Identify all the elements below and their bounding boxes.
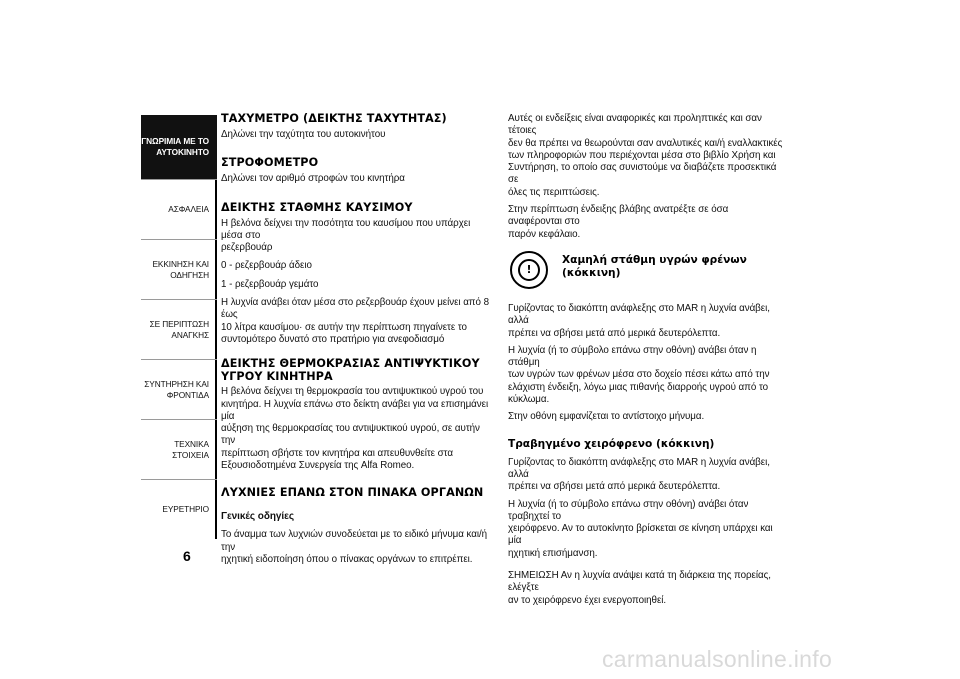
tachometer-heading: ΣΤΡΟΦΟΜΕΤΡΟ [221,156,319,170]
brake-warning-icon-inner-ring [518,259,540,281]
text-line: όλες τις περιπτώσεις. [508,186,600,198]
page-number: 6 [183,548,191,564]
brake-warning-icon [510,251,548,289]
text-line: Η βελόνα δείχνει την ποσότητα του καυσίμου που υπάρχει μέσα στο [221,217,471,241]
coolant-heading [221,357,493,383]
text-line: Η βελόνα δείχνει τη θερμοκρασία του αντιψυκτικού υγρού του [221,386,484,398]
text-line: κύκλωμα. [508,394,550,406]
text-line: πρέπει να σβήσει μετά από μερικά δευτερόλεπτα. [508,481,721,493]
tab-label-line2: ΦΡΟΝΤΙΔΑ [166,389,209,400]
text-line: πρέπει να σβήσει μετά από μερικά δευτερόλεπτα. [508,327,721,339]
brake-fluid-heading [562,254,747,280]
chapter-sidebar [141,115,217,539]
handbrake-paragraph-2 [508,499,784,560]
text-line: Αυτές οι ενδείξεις είναι αναφορικές και προληπτικές και σαν τέτοιες [508,113,762,137]
fuel-full-text: 1 - ρεζερβουάρ γεμάτο [221,278,319,290]
text-line: Στην περίπτωση ένδειξης βλάβης ανατρέξτε σε όσα αναφέρονται στο [508,204,729,228]
brake-fluid-warning-header [508,251,784,289]
general-instructions-heading: Γενικές οδηγίες [221,511,294,523]
tab-getting-to-know-car[interactable] [141,115,217,179]
text-line: κινητήρα. Η λυχνία επάνω στο δείκτη ανάβει για να επισημάνει μία [221,398,489,422]
general-paragraph [221,529,493,566]
watermark: carmanualsonline.info [602,646,833,672]
text-line: Εξουσιοδοτημένα Συνεργεία της Alfa Romeo. [221,460,415,472]
tab-starting-driving[interactable] [141,239,217,299]
text-line: χειρόφρενο. Αν το αυτοκίνητο βρίσκεται σε κίνηση υπάρχει και μία [508,523,773,547]
right-column [508,113,784,607]
text-line: Η λυχνία ανάβει όταν μέσα στο ρεζερβουάρ έχουν μείνει από 8 έως [221,297,489,321]
fault-paragraph [508,204,784,241]
heading-line: ΥΓΡΟΥ ΚΙΝΗΤΗΡΑ [221,370,333,384]
handbrake-paragraph-1 [508,457,784,494]
text-line: ΣΗΜΕΙΩΣΗ Αν η λυχνία ανάψει κατά τη διάρκεια της πορείας, ελέγξτε [508,570,771,594]
text-line: ελάχιστη ένδειξη, λόγω μιας πιθανής διαρροής υγρού από το [508,381,769,393]
tab-label-line1: ΑΣΦΑΛΕΙΑ [168,204,209,214]
tab-label-line2: ΑΝΑΓΚΗΣ [171,329,209,340]
note-paragraph [508,570,784,607]
fuel-empty-text: 0 - ρεζερβουάρ άδειο [221,260,312,272]
speedometer-text: Δηλώνει την ταχύτητα του αυτοκινήτου [221,129,386,140]
tab-label [150,319,209,341]
tab-technical-data[interactable] [141,419,217,479]
tab-safety[interactable] [141,179,217,239]
tab-label [168,204,209,215]
tab-label-line1: ΣΥΝΤΗΡΗΣΗ ΚΑΙ [144,378,209,389]
exclamation-glyph: ! [526,262,532,276]
text-line: Το άναμμα των λυχνιών συνοδεύεται με το ειδικό μήνυμα και/ή την [221,529,488,553]
intro-paragraph [508,113,784,199]
tab-label-line2: ΟΔΗΓΗΣΗ [170,269,209,280]
text-line: παρόν κεφάλαιο. [508,228,581,240]
text-line: συντομότερο δυνατό στο πρατήριο για ανεφοδιασμό [221,333,445,345]
text-line: 10 λίτρα καυσίμου· σε αυτήν την περίπτωση πηγαίνετε το [221,321,467,333]
tab-maintenance-care[interactable] [141,359,217,419]
tab-label [141,136,209,158]
text-line: Γυρίζοντας το διακόπτη ανάφλεξης στο MAR η λυχνία ανάβει, αλλά [508,456,770,480]
text-line: των πληροφοριών που περιέχονται μέσα στο βιβλίο Χρήση και [508,149,776,161]
tab-label [144,379,209,401]
tab-label [162,504,209,515]
fuel-gauge-heading: ΔΕΙΚΤΗΣ ΣΤΑΘΜΗΣ ΚΑΥΣΙΜΟΥ [221,200,413,214]
text-line: Η λυχνία (ή το σύμβολο επάνω στην οθόνη) ανάβει όταν η στάθμη [508,344,757,369]
text-line: των υγρών των φρένων μέσα στο δοχείο πέσει κάτω από την [508,369,770,381]
tab-label-line1: ΓΝΩΡΙΜΙΑ ΜΕ ΤΟ [141,136,209,146]
heading-line: ΔΕΙΚΤΗΣ ΘΕΡΜΟΚΡΑΣΙΑΣ ΑΝΤΙΨΥΚΤΙΚΟΥ [221,357,480,371]
coolant-paragraph [221,386,493,472]
text-line: ρεζερβουάρ [221,242,273,254]
heading-line: (κόκκινη) [562,266,621,279]
brake-fluid-paragraph-2 [508,345,784,406]
text-line: Συντήρηση, το οποίο σας συνιστούμε να διαβάζετε προσεκτικά σε [508,162,777,186]
fuel-paragraph-4 [221,297,493,346]
text-line: περίπτωση σβήστε τον κινητήρα και απευθυνθείτε στα [221,447,453,459]
tab-index[interactable] [141,479,217,539]
tab-label [141,439,209,461]
text-line: ηχητική ειδοποίηση όπου ο πίνακας οργάνων το επιτρέπει. [221,553,473,565]
tab-label [153,259,210,281]
tab-label-line1: ΤΕΧΝΙΚΑ ΣΤΟΙΧΕΙΑ [172,438,209,460]
text-line: Η λυχνία (ή το σύμβολο επάνω στην οθόνη) ανάβει όταν τραβηχτεί το [508,498,749,522]
tab-label-line2: ΑΥΤΟΚΙΝΗΤΟ [156,147,209,157]
fuel-paragraph-1 [221,218,493,255]
tab-label-line1: ΕΚΚΙΝΗΣΗ ΚΑΙ [152,258,209,269]
left-column [221,112,493,566]
tab-label-line1: ΣΕ ΠΕΡΙΠΤΩΣΗ [149,318,209,329]
handbrake-heading: Τραβηγμένο χειρόφρενο (κόκκινη) [508,437,715,450]
text-line: Γυρίζοντας το διακόπτη ανάφλεξης στο MAR η λυχνία ανάβει, αλλά [508,302,770,327]
text-line: αν το χειρόφρενο έχει ενεργοποιηθεί. [508,594,667,606]
speedometer-heading: ΤΑΧΥΜΕΤΡΟ (ΔΕΙΚΤΗΣ ΤΑΧΥΤΗΤΑΣ) [221,112,447,125]
tachometer-text: Δηλώνει τον αριθμό στροφών του κινητήρα [221,173,405,185]
text-line: δεν θα πρέπει να θεωρούνται σαν αναλυτικές και/ή εναλλακτικές [508,137,783,149]
tab-emergency[interactable] [141,299,217,359]
brake-fluid-paragraph-3: Στην οθόνη εμφανίζεται το αντίστοιχο μήνυμα. [508,411,705,423]
text-line: αύξηση της θερμοκρασίας του αντιψυκτικού υγρού, σε αυτήν την [221,423,480,447]
text-line: ηχητική επισήμανση. [508,547,598,559]
brake-fluid-paragraph-1 [508,303,784,340]
tab-label-line1: ΕΥΡΕΤΗΡΙΟ [162,504,209,514]
heading-line: Χαμηλή στάθμη υγρών φρένων [562,253,747,266]
warning-lamps-heading: ΛΥΧΝΙΕΣ ΕΠΑΝΩ ΣΤΟΝ ΠΙΝΑΚΑ ΟΡΓΑΝΩΝ [221,486,484,500]
